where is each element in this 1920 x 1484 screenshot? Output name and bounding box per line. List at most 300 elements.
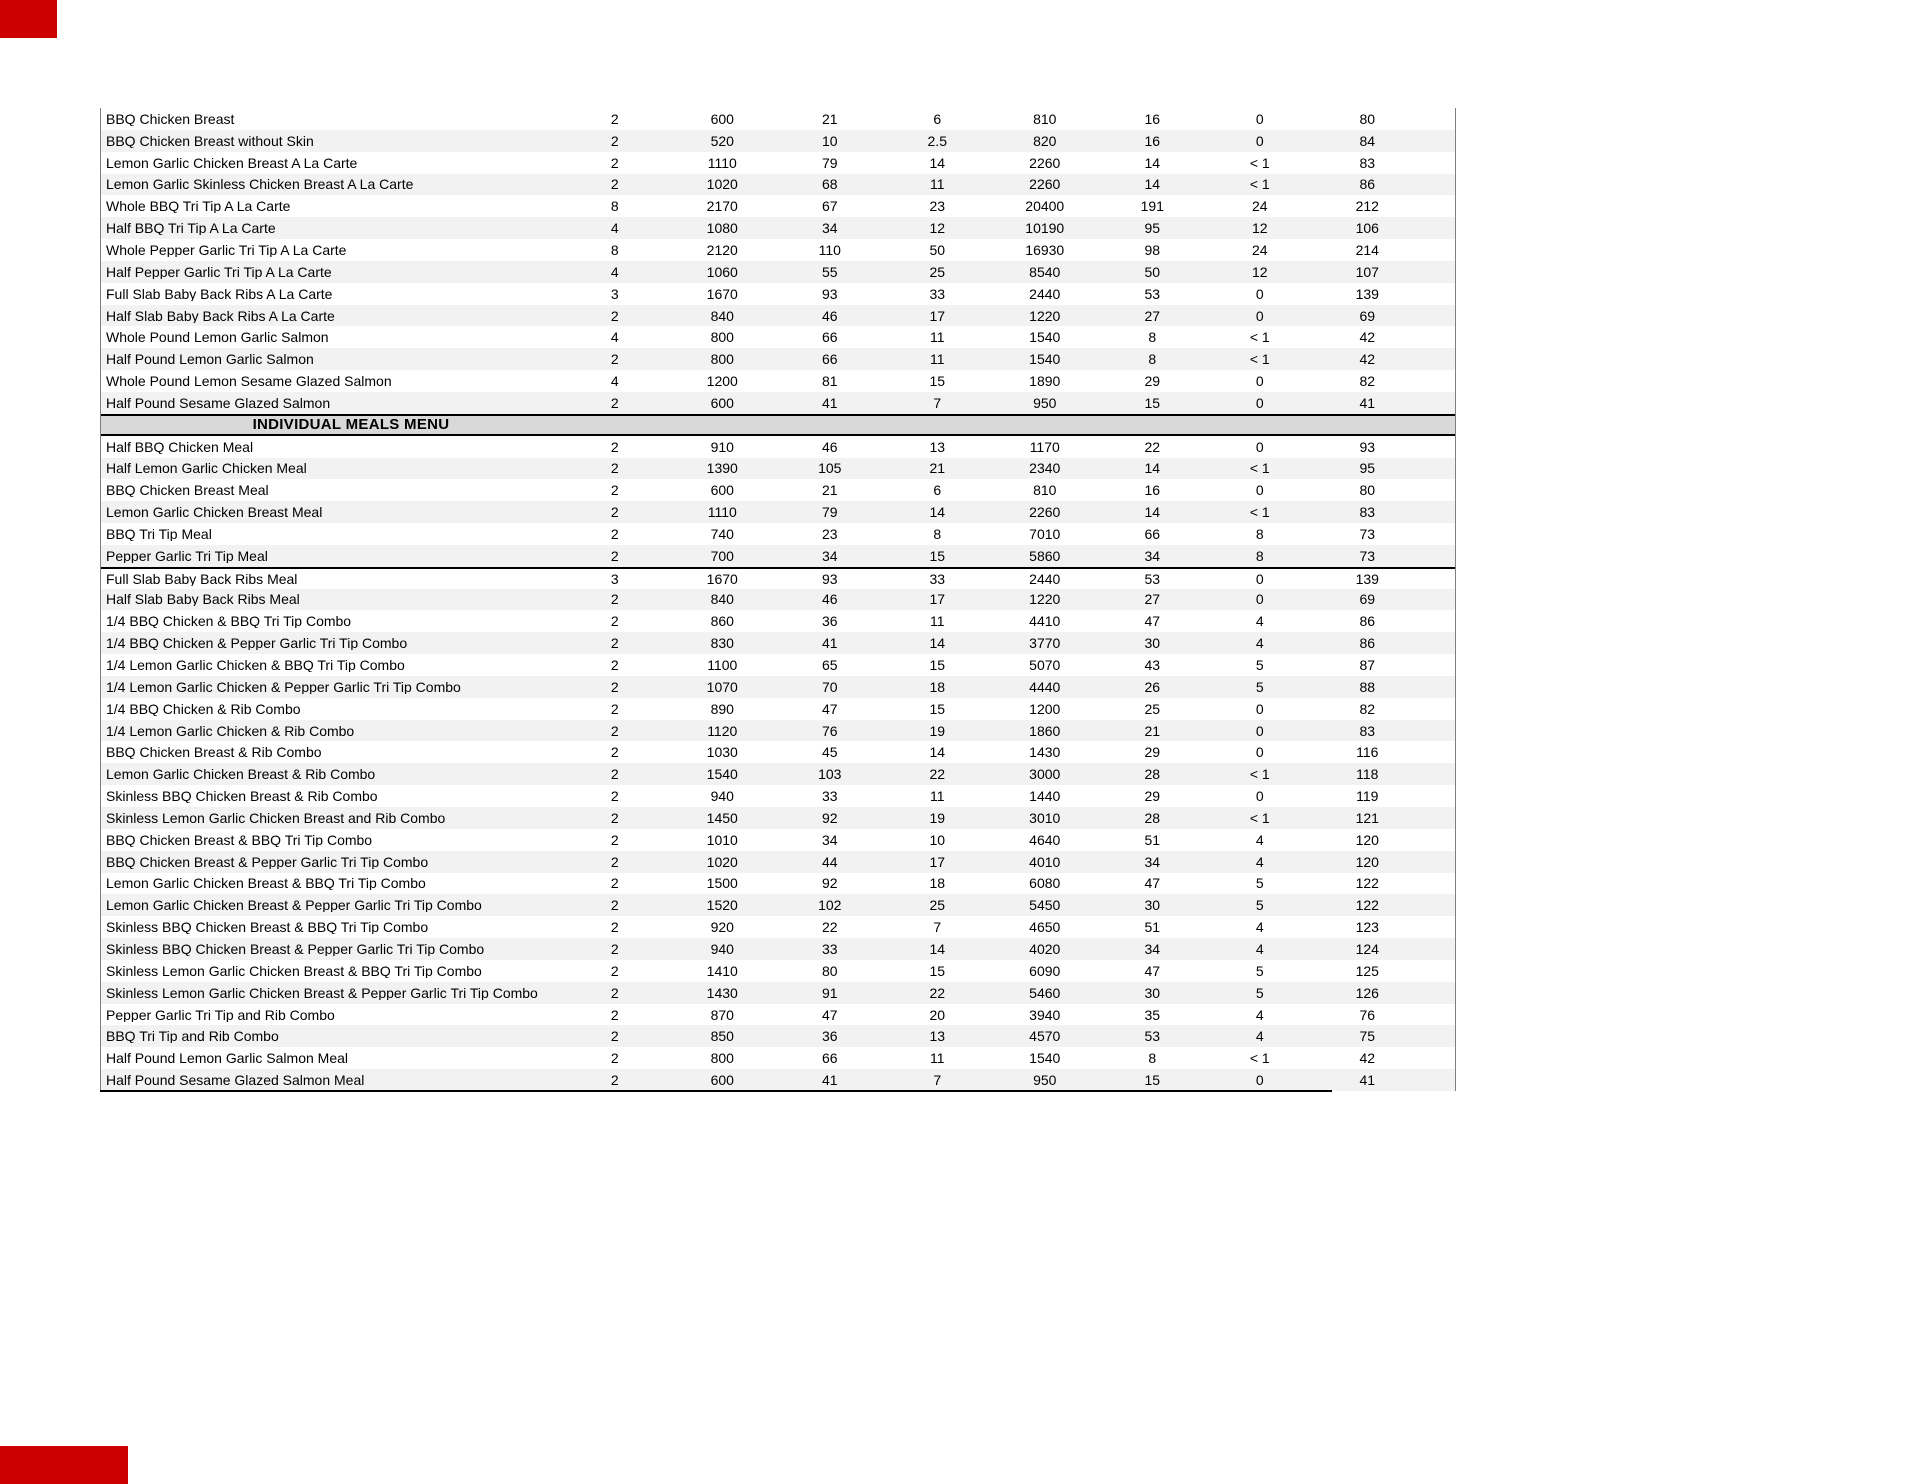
item-value-cell: 7 [933,919,942,936]
item-value-cell: 1060 [706,263,738,280]
table-row [101,873,1455,895]
item-name-cell: Skinless BBQ Chicken Breast & Pepper Garlic Tri Tip Combo [106,941,485,956]
table-row [101,130,1455,152]
item-value-cell: 83 [1359,504,1376,521]
item-value-cell: 4 [1255,940,1264,957]
item-value-cell: 2 [610,831,619,848]
table-row [101,326,1455,348]
item-name-cell: Half Pound Sesame Glazed Salmon [106,395,331,410]
item-value-cell: 14 [1144,504,1161,521]
item-value-cell: 15 [1144,394,1161,411]
item-value-cell: 2 [610,504,619,521]
item-value-cell: 41 [1359,1072,1376,1089]
item-value-cell: 44 [821,853,838,870]
item-value-cell: 18 [929,678,946,695]
item-value-cell: 2 [610,1028,619,1045]
item-name-cell: Skinless Lemon Garlic Chicken Breast & BBQ Tri Tip Combo [106,963,482,978]
item-name-cell: BBQ Chicken Breast & Pepper Garlic Tri Tip Combo [106,854,429,869]
item-value-cell: 47 [821,700,838,717]
item-value-cell: 1170 [1029,438,1060,455]
item-value-cell: 33 [929,285,946,302]
item-value-cell: 1500 [706,875,738,892]
item-value-cell: 2120 [706,241,738,258]
item-name-cell: Lemon Garlic Skinless Chicken Breast A La Carte [106,177,414,192]
item-value-cell: 191 [1140,198,1164,215]
table-row [101,676,1455,698]
item-value-cell: 4 [610,263,619,280]
item-value-cell: 87 [1359,657,1376,674]
item-value-cell: < 1 [1249,1050,1270,1067]
item-value-cell: 26 [1144,678,1161,695]
item-value-cell: 73 [1359,547,1376,564]
item-value-cell: 8 [1255,525,1264,542]
item-value-cell: 4 [1255,613,1264,630]
item-value-cell: 8 [933,525,942,542]
item-value-cell: 5450 [1029,897,1061,914]
item-name-cell: Half Slab Baby Back Ribs A La Carte [106,308,335,323]
item-value-cell: 67 [821,198,838,215]
item-value-cell: 2 [610,700,619,717]
item-value-cell: 12 [929,220,946,237]
item-value-cell: 47 [1144,613,1161,630]
item-value-cell: 19 [929,722,946,739]
item-value-cell: 15 [929,962,946,979]
item-value-cell: 0 [1255,110,1264,127]
table-row [101,523,1455,545]
item-value-cell: 4 [1255,853,1264,870]
item-value-cell: 4440 [1029,678,1061,695]
item-value-cell: 102 [818,897,842,914]
item-value-cell: 5070 [1029,657,1061,674]
item-value-cell: 8 [1148,1050,1157,1067]
table-row [101,632,1455,654]
table-row [101,720,1455,742]
table-row [101,851,1455,873]
item-name-cell: Half Lemon Garlic Chicken Meal [106,461,307,476]
item-value-cell: < 1 [1249,809,1270,826]
item-value-cell: 3770 [1029,635,1061,652]
item-value-cell: 11 [929,329,945,346]
item-value-cell: 1110 [707,504,737,521]
item-value-cell: 1070 [706,678,738,695]
item-value-cell: 8 [610,198,619,215]
item-value-cell: 91 [821,984,838,1001]
item-value-cell: 21 [821,110,838,127]
item-value-cell: 810 [1033,482,1057,499]
item-name-cell: 1/4 Lemon Garlic Chicken & Rib Combo [106,723,355,738]
item-name-cell: Half Slab Baby Back Ribs Meal [106,592,300,607]
item-value-cell: 51 [1144,919,1161,936]
item-value-cell: 940 [710,788,734,805]
item-value-cell: 41 [1359,394,1376,411]
item-value-cell: 12 [1251,263,1268,280]
item-value-cell: 80 [1359,482,1376,499]
item-value-cell: 4 [1255,635,1264,652]
item-value-cell: 830 [710,635,734,652]
item-value-cell: 1080 [706,220,738,237]
item-value-cell: 2.5 [927,132,947,149]
item-value-cell: 33 [821,940,838,957]
item-value-cell: 22 [821,919,838,936]
table-row [101,567,1455,589]
item-name-cell: Skinless Lemon Garlic Chicken Breast and Rib Combo [106,810,446,825]
item-value-cell: 1030 [706,744,738,761]
item-value-cell: 47 [1144,962,1161,979]
item-value-cell: 69 [1359,307,1376,324]
item-value-cell: 2260 [1029,504,1061,521]
item-value-cell: 121 [1355,809,1379,826]
item-value-cell: 2 [610,809,619,826]
item-value-cell: 5 [1255,897,1264,914]
table-row [101,152,1455,174]
item-value-cell: 2260 [1029,154,1061,171]
item-value-cell: 5 [1255,657,1264,674]
item-value-cell: 13 [929,438,946,455]
item-value-cell: 4 [610,373,619,390]
item-value-cell: 5860 [1029,547,1061,564]
item-value-cell: 840 [710,591,734,608]
item-name-cell: Whole Pepper Garlic Tri Tip A La Carte [106,242,347,257]
item-value-cell: 2 [610,1050,619,1067]
table-row [101,829,1455,851]
item-value-cell: 46 [821,307,838,324]
item-value-cell: 11 [929,788,945,805]
item-value-cell: 107 [1355,263,1379,280]
nutrition-table [100,108,1456,1091]
item-value-cell: 2 [610,940,619,957]
item-value-cell: 18 [929,875,946,892]
item-value-cell: 4410 [1029,613,1061,630]
item-value-cell: 10 [821,132,838,149]
table-row [101,894,1455,916]
item-value-cell: 5 [1255,678,1264,695]
item-value-cell: < 1 [1249,176,1270,193]
table-row [101,654,1455,676]
item-value-cell: < 1 [1249,154,1270,171]
item-value-cell: 0 [1255,570,1264,587]
item-value-cell: 2 [610,154,619,171]
item-name-cell: Whole Pound Lemon Sesame Glazed Salmon [106,374,392,389]
item-value-cell: 1540 [1029,351,1061,368]
item-value-cell: 8 [1148,351,1157,368]
item-value-cell: 4010 [1029,853,1061,870]
item-name-cell: Lemon Garlic Chicken Breast A La Carte [106,155,358,170]
table-bottom-border [100,1090,1332,1092]
item-value-cell: 21 [1144,722,1161,739]
item-value-cell: 29 [1144,373,1161,390]
item-value-cell: 910 [710,438,734,455]
table-row [101,261,1455,283]
item-name-cell: Full Slab Baby Back Ribs A La Carte [106,286,333,301]
table-row [101,698,1455,720]
item-name-cell: BBQ Chicken Breast & BBQ Tri Tip Combo [106,832,373,847]
item-value-cell: 0 [1255,591,1264,608]
item-value-cell: 1890 [1029,373,1061,390]
item-value-cell: 139 [1355,285,1379,302]
item-value-cell: 3940 [1029,1006,1061,1023]
item-name-cell: Pepper Garlic Tri Tip and Rib Combo [106,1007,335,1022]
item-value-cell: 29 [1144,744,1161,761]
item-value-cell: 43 [1144,657,1161,674]
item-value-cell: 600 [710,110,734,127]
item-value-cell: 2440 [1029,570,1061,587]
item-value-cell: 27 [1144,307,1161,324]
item-value-cell: 1220 [1029,307,1061,324]
item-value-cell: 6 [933,110,942,127]
item-value-cell: 16 [1144,132,1161,149]
item-value-cell: 2 [610,984,619,1001]
item-value-cell: 86 [1359,613,1376,630]
item-value-cell: 800 [710,1050,734,1067]
item-value-cell: 33 [929,570,946,587]
item-value-cell: 5 [1255,962,1264,979]
item-value-cell: 0 [1255,744,1264,761]
item-value-cell: 35 [1144,1006,1161,1023]
item-value-cell: 14 [1144,176,1161,193]
item-value-cell: 14 [929,940,946,957]
item-value-cell: 139 [1355,570,1379,587]
item-name-cell: Full Slab Baby Back Ribs Meal [106,571,298,586]
item-value-cell: 0 [1255,482,1264,499]
item-value-cell: 12 [1251,220,1268,237]
item-value-cell: 47 [821,1006,838,1023]
item-value-cell: 83 [1359,722,1376,739]
item-name-cell: Lemon Garlic Chicken Breast & BBQ Tri Tip Combo [106,876,426,891]
item-value-cell: 30 [1144,897,1161,914]
item-value-cell: 1020 [706,176,738,193]
item-value-cell: 1430 [1029,744,1061,761]
item-value-cell: 890 [710,700,734,717]
item-name-cell: 1/4 Lemon Garlic Chicken & Pepper Garlic Tri Tip Combo [106,679,461,694]
item-value-cell: 0 [1255,394,1264,411]
item-name-cell: BBQ Chicken Breast [106,111,235,126]
item-value-cell: 16 [1144,110,1161,127]
item-value-cell: 65 [821,657,838,674]
item-value-cell: 600 [710,394,734,411]
item-value-cell: 2 [610,875,619,892]
item-value-cell: 34 [1144,940,1161,957]
item-name-cell: Skinless Lemon Garlic Chicken Breast & Pepper Garlic Tri Tip Combo [106,985,538,1000]
item-value-cell: 810 [1033,110,1057,127]
item-name-cell: BBQ Chicken Breast & Rib Combo [106,745,322,760]
item-value-cell: 119 [1356,788,1379,805]
item-name-cell: BBQ Chicken Breast Meal [106,483,269,498]
item-value-cell: 17 [929,591,946,608]
item-value-cell: 4 [610,220,619,237]
item-value-cell: 0 [1255,438,1264,455]
item-value-cell: 47 [1144,875,1161,892]
item-value-cell: 600 [710,1072,734,1089]
table-row [101,916,1455,938]
item-value-cell: 2 [610,788,619,805]
item-value-cell: 76 [1359,1006,1376,1023]
item-value-cell: 2 [610,394,619,411]
item-name-cell: Whole BBQ Tri Tip A La Carte [106,199,291,214]
table-row [101,174,1455,196]
item-value-cell: 66 [1144,525,1161,542]
item-value-cell: 1540 [1029,329,1061,346]
item-name-cell: 1/4 BBQ Chicken & BBQ Tri Tip Combo [106,614,352,629]
item-value-cell: 14 [1144,154,1161,171]
item-value-cell: 1430 [706,984,738,1001]
table-row [101,938,1455,960]
item-value-cell: 6090 [1029,962,1061,979]
item-value-cell: 120 [1355,853,1379,870]
table-row [101,392,1455,414]
item-value-cell: 1410 [706,962,738,979]
table-row [101,785,1455,807]
item-value-cell: 5 [1255,875,1264,892]
item-value-cell: 53 [1144,1028,1161,1045]
item-value-cell: 34 [821,831,838,848]
item-value-cell: 2 [610,132,619,149]
item-value-cell: < 1 [1249,766,1270,783]
item-value-cell: 600 [710,482,734,499]
item-name-cell: BBQ Tri Tip Meal [106,526,212,541]
item-value-cell: 126 [1355,984,1379,1001]
item-value-cell: 15 [929,373,946,390]
item-value-cell: 2 [610,547,619,564]
item-name-cell: Lemon Garlic Chicken Breast & Pepper Garlic Tri Tip Combo [106,898,482,913]
item-value-cell: 19 [929,809,946,826]
item-value-cell: 75 [1359,1028,1376,1045]
item-value-cell: 15 [929,700,946,717]
item-value-cell: 28 [1144,809,1161,826]
item-value-cell: 66 [821,1050,838,1067]
item-value-cell: < 1 [1249,504,1270,521]
item-value-cell: 1440 [1029,788,1061,805]
item-value-cell: 1120 [707,722,738,739]
table-row [101,436,1455,458]
item-value-cell: 5 [1255,984,1264,1001]
table-row [101,283,1455,305]
item-value-cell: 23 [929,198,946,215]
item-value-cell: 15 [929,547,946,564]
item-value-cell: 82 [1359,373,1376,390]
item-value-cell: 106 [1355,220,1379,237]
item-value-cell: 870 [710,1006,734,1023]
item-value-cell: 25 [929,263,946,280]
item-value-cell: 2 [610,919,619,936]
item-value-cell: 1200 [1029,700,1061,717]
item-value-cell: 46 [821,591,838,608]
item-value-cell: < 1 [1249,460,1270,477]
item-value-cell: 2170 [706,198,738,215]
item-value-cell: 8540 [1029,263,1061,280]
table-row [101,348,1455,370]
item-value-cell: 1200 [706,373,738,390]
table-row [101,195,1455,217]
table-row [101,305,1455,327]
item-value-cell: 2260 [1029,176,1061,193]
item-value-cell: 2 [610,897,619,914]
item-value-cell: 116 [1356,744,1379,761]
item-value-cell: 14 [929,504,946,521]
item-value-cell: 118 [1356,766,1379,783]
item-value-cell: 122 [1355,897,1379,914]
item-value-cell: 2 [610,525,619,542]
item-name-cell: Lemon Garlic Chicken Breast Meal [106,505,323,520]
item-value-cell: 2340 [1029,460,1061,477]
section-header [101,414,1455,436]
item-value-cell: 53 [1144,570,1161,587]
table-row [101,741,1455,763]
table-row [101,763,1455,785]
item-value-cell: 95 [1144,220,1161,237]
item-value-cell: 123 [1355,919,1379,936]
table-row [101,108,1455,130]
item-value-cell: 50 [1144,263,1161,280]
item-value-cell: 3 [610,570,619,587]
item-value-cell: 42 [1359,1050,1376,1067]
item-value-cell: 76 [821,722,838,739]
item-name-cell: Half Pound Lemon Garlic Salmon Meal [106,1051,349,1066]
item-value-cell: 29 [1144,788,1161,805]
item-value-cell: 20 [929,1006,946,1023]
item-value-cell: 0 [1255,285,1264,302]
item-value-cell: 55 [821,263,838,280]
item-value-cell: 68 [821,176,838,193]
item-value-cell: 1670 [706,285,738,302]
item-value-cell: 34 [821,220,838,237]
item-value-cell: 700 [710,547,734,564]
item-value-cell: 41 [821,1072,838,1089]
item-value-cell: 1010 [706,831,738,848]
item-value-cell: 22 [929,766,946,783]
item-value-cell: 11 [929,351,945,368]
item-value-cell: 4570 [1029,1028,1061,1045]
item-value-cell: 4 [1255,1028,1264,1045]
table-row [101,479,1455,501]
item-value-cell: 53 [1144,285,1161,302]
item-value-cell: 1390 [706,460,738,477]
item-value-cell: 6 [933,482,942,499]
item-value-cell: 16930 [1025,241,1065,258]
item-value-cell: 21 [929,460,946,477]
item-value-cell: 34 [1144,853,1161,870]
item-value-cell: 8 [610,241,619,258]
item-value-cell: 124 [1355,940,1379,957]
item-value-cell: 51 [1144,831,1161,848]
item-value-cell: 2 [610,1072,619,1089]
item-value-cell: 95 [1359,460,1376,477]
item-value-cell: 212 [1355,198,1379,215]
item-value-cell: 24 [1251,241,1268,258]
item-value-cell: 4650 [1029,919,1061,936]
item-value-cell: 14 [929,154,946,171]
item-value-cell: 66 [821,351,838,368]
item-name-cell: BBQ Chicken Breast without Skin [106,133,314,148]
table-row [101,960,1455,982]
item-value-cell: 8 [1255,547,1264,564]
item-value-cell: 2 [610,613,619,630]
item-value-cell: 92 [821,809,838,826]
item-value-cell: 800 [710,351,734,368]
item-name-cell: Half Pepper Garlic Tri Tip A La Carte [106,264,332,279]
item-value-cell: 3010 [1029,809,1061,826]
item-value-cell: 0 [1255,132,1264,149]
item-name-cell: 1/4 Lemon Garlic Chicken & BBQ Tri Tip Combo [106,658,405,673]
item-value-cell: 920 [710,919,734,936]
item-value-cell: 93 [821,285,838,302]
item-value-cell: 2 [610,635,619,652]
item-value-cell: 93 [1359,438,1376,455]
table-row [101,610,1455,632]
item-value-cell: 8 [1148,329,1157,346]
item-value-cell: 800 [710,329,734,346]
item-value-cell: 4640 [1029,831,1061,848]
item-value-cell: 2 [610,176,619,193]
